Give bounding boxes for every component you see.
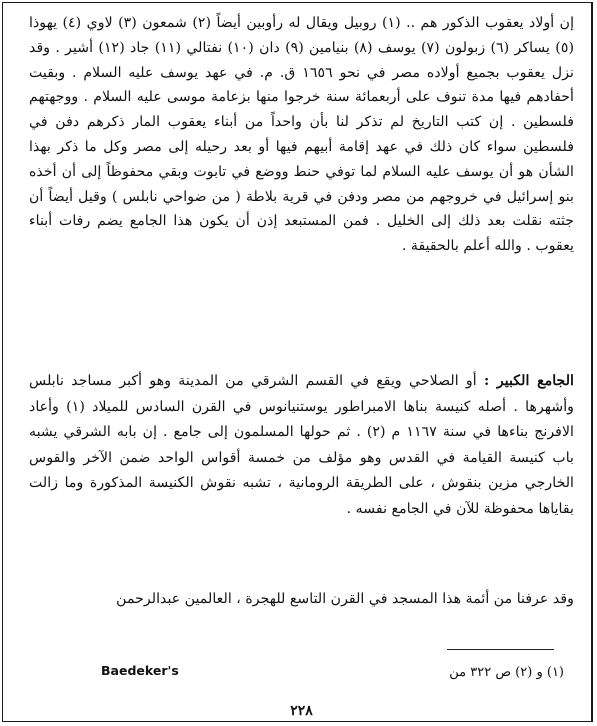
paragraph-great-mosque (29, 369, 574, 522)
page-number: ٢٢٨ (290, 703, 313, 719)
paragraph-sons-of-jacob: إن أولاد يعقوب الذكور هم .. (١) روبيل ويقال له رأوبين أيضاً (٢) شمعون (٣) لاوي (٤) يهوذا (٥) يساكر (٦) زبولون (٧) يوسف (٨) بنيامين (٩) دان (١٠) نفتالي (١١) جاد (١٢) أشير . وقد نزل يعقوب بجميع أولاده مصر في نحو ١٦٥٦ ق. م. في عهد يوسف عليه السلام . وبقيت أحفادهم فيها مدة تنوف على أربعمائة سنة خرجوا منها بزعامة موسى عليه السلام . ووجهتهم فلسطين . إن كتب التاريخ لم تذكر لنا بأن واحداً من أبناء يعقوب المار ذكرهم دفن في فلسطين سواء كان ذلك في عهد إقامة أبيهم فيها أو بعد رحيله إلى مصر وكل ما ذكر بهذا الشأن هو أن يوسف عليه السلام لما توفي حنط ووضع في تابوت وبقي محفوظاً إلى أن أخذه بنو إسرائيل في خروجهم من مصر ودفن في قرية بلاطة ( من ضواحي نابلس ) وقيل أيضاً أن جثته نقلت بعد ذلك إلى الخليل . فمن المستبعد إذن أن يكون هذا الجامع يضم رفات أبناء يعقوب . والله أعلم بالحقيقة . (29, 15, 575, 255)
document-page (29, 11, 575, 719)
footnote-divider (447, 649, 554, 650)
great-mosque-heading: الجامع الكبير : (483, 373, 574, 389)
page-frame (2, 2, 593, 722)
footnote-source: Baedeker's (101, 663, 179, 678)
great-mosque-text: أو الصلاحي ويقع في القسم الشرقي من المدينة وهو أكبر مساجد نابلس وأشهرها . أصله كنيسة بناها الامبراطور يوستنيانوس في القرن السادس للميلاد (١) وأعاد الافرنج بناءها في سنة ١١٦٧ م (٢) . ثم حولها المسلمون إلى جامع . إن بابه الشرقي يشبه باب كنيسة القيامة في القدس وهو مؤلف من خمسة أقواس الواحد ضمن الآخر والقوس الخارجي مزين بنقوش ، على الطريقة الرومانية ، تشبه نقوش الكنيسة المذكورة وما زالت بقاياها محفوظة للآن في الجامع نفسه . (29, 373, 575, 517)
footnote-arabic: (١) و (٢) ص ٣٢٢ من (449, 665, 564, 680)
paragraph-imams: وقد عرفنا من أئمة هذا المسجد في القرن التاسع للهجرة ، العالمين عبدالرحمن (116, 591, 574, 607)
